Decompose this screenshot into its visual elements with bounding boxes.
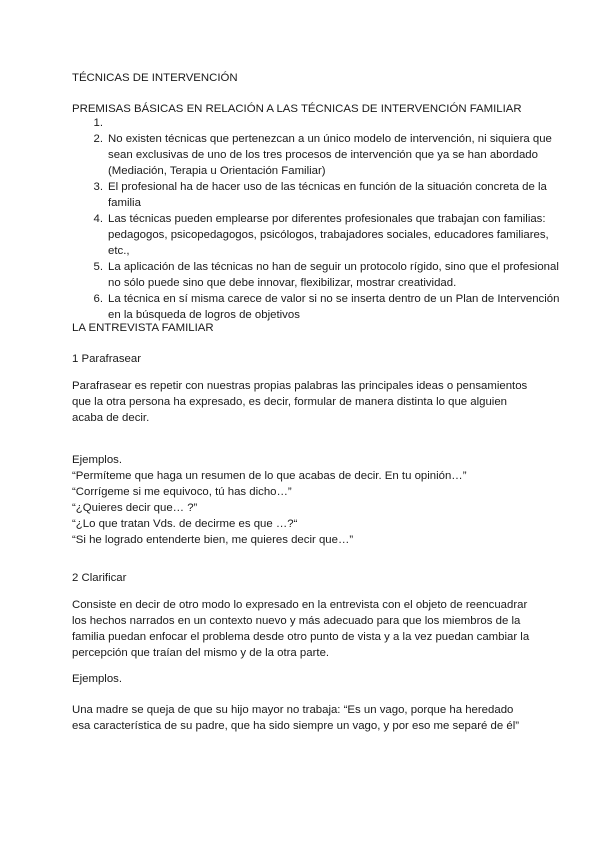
premisa-item xyxy=(93,115,566,131)
entrevista-heading: LA ENTREVISTA FAMILIAR xyxy=(72,322,214,334)
premisas-list xyxy=(72,115,566,323)
premisa-number: 4. xyxy=(93,213,103,225)
premisa-number: 6. xyxy=(93,293,103,305)
premisas-heading: PREMISAS BÁSICAS EN RELACIÓN A LAS TÉCNICAS DE INTERVENCIÓN FAMILIAR xyxy=(72,103,522,115)
premisa-text: Las técnicas pueden emplearse por diferentes profesionales que trabajan con familias: pedagogos, psicopedagogos, psicólogos, trabajadores sociales, educadores familiares, etc., xyxy=(108,213,549,257)
example-quote: “Corrígeme si me equivoco, tú has dicho…” xyxy=(72,486,292,498)
premisa-text: El profesional ha de hacer uso de las técnicas en función de la situación concreta de la familia xyxy=(108,181,547,209)
premisa-item xyxy=(93,131,566,179)
premisa-item xyxy=(93,179,566,211)
premisa-text: No existen técnicas que pertenezcan a un único modelo de intervención, ni siquiera que sean exclusivas de uno de los tres procesos de intervención que ya se han abordado (Mediación, Terapia u Orientación Familiar) xyxy=(108,133,552,177)
premisa-item xyxy=(93,291,566,323)
examples-label: Ejemplos. xyxy=(72,454,123,466)
premisa-number: 5. xyxy=(93,261,103,273)
clarificar-examples-label: Ejemplos. xyxy=(72,673,123,685)
clarificar-example: Una madre se queja de que su hijo mayor no trabaja: “Es un vago, porque ha heredado esa característica de su padre, que ha sido siempre un vago, y por eso me separé de él” xyxy=(72,704,520,732)
example-quote: “Si he logrado entenderte bien, me quieres decir que…” xyxy=(72,534,354,546)
premisa-text: La aplicación de las técnicas no han de seguir un protocolo rígido, sino que el profesional no sólo puede sino que debe innovar, flexibilizar, mostrar creatividad. xyxy=(108,261,559,289)
example-quote: “¿Lo que tratan Vds. de decirme es que …?“ xyxy=(72,518,298,530)
parafrasear-definition: Parafrasear es repetir con nuestras propias palabras las principales ideas o pensamientos que la otra persona ha expresado, es decir, formular de manera distinta lo que alguien acaba de decir. xyxy=(72,380,528,424)
parafrasear-heading: 1 Parafrasear xyxy=(72,353,142,365)
premisa-item xyxy=(93,259,566,291)
premisa-number: 1. xyxy=(93,117,103,129)
premisa-item xyxy=(93,211,566,259)
premisa-number: 3. xyxy=(93,181,103,193)
premisa-number: 2. xyxy=(93,133,103,145)
document-title: TÉCNICAS DE INTERVENCIÓN xyxy=(72,72,238,84)
clarificar-heading: 2 Clarificar xyxy=(72,572,127,584)
parafrasear-examples xyxy=(72,452,530,548)
example-quote: “Permíteme que haga un resumen de lo que acabas de decir. En tu opinión…” xyxy=(72,470,467,482)
premisa-text: La técnica en sí misma carece de valor si no se inserta dentro de un Plan de Intervención en la búsqueda de logros de objetivos xyxy=(108,293,560,321)
example-quote: “¿Quieres decir que… ?” xyxy=(72,502,198,514)
clarificar-definition: Consiste en decir de otro modo lo expresado en la entrevista con el objeto de reencuadrar los hechos narrados en un contexto nuevo y más adecuado para que los miembros de la familia puedan enfocar el problema desde otro punto de vista y a la vez puedan cambiar la percepción que traían del mismo y de la otra parte. xyxy=(72,599,530,659)
